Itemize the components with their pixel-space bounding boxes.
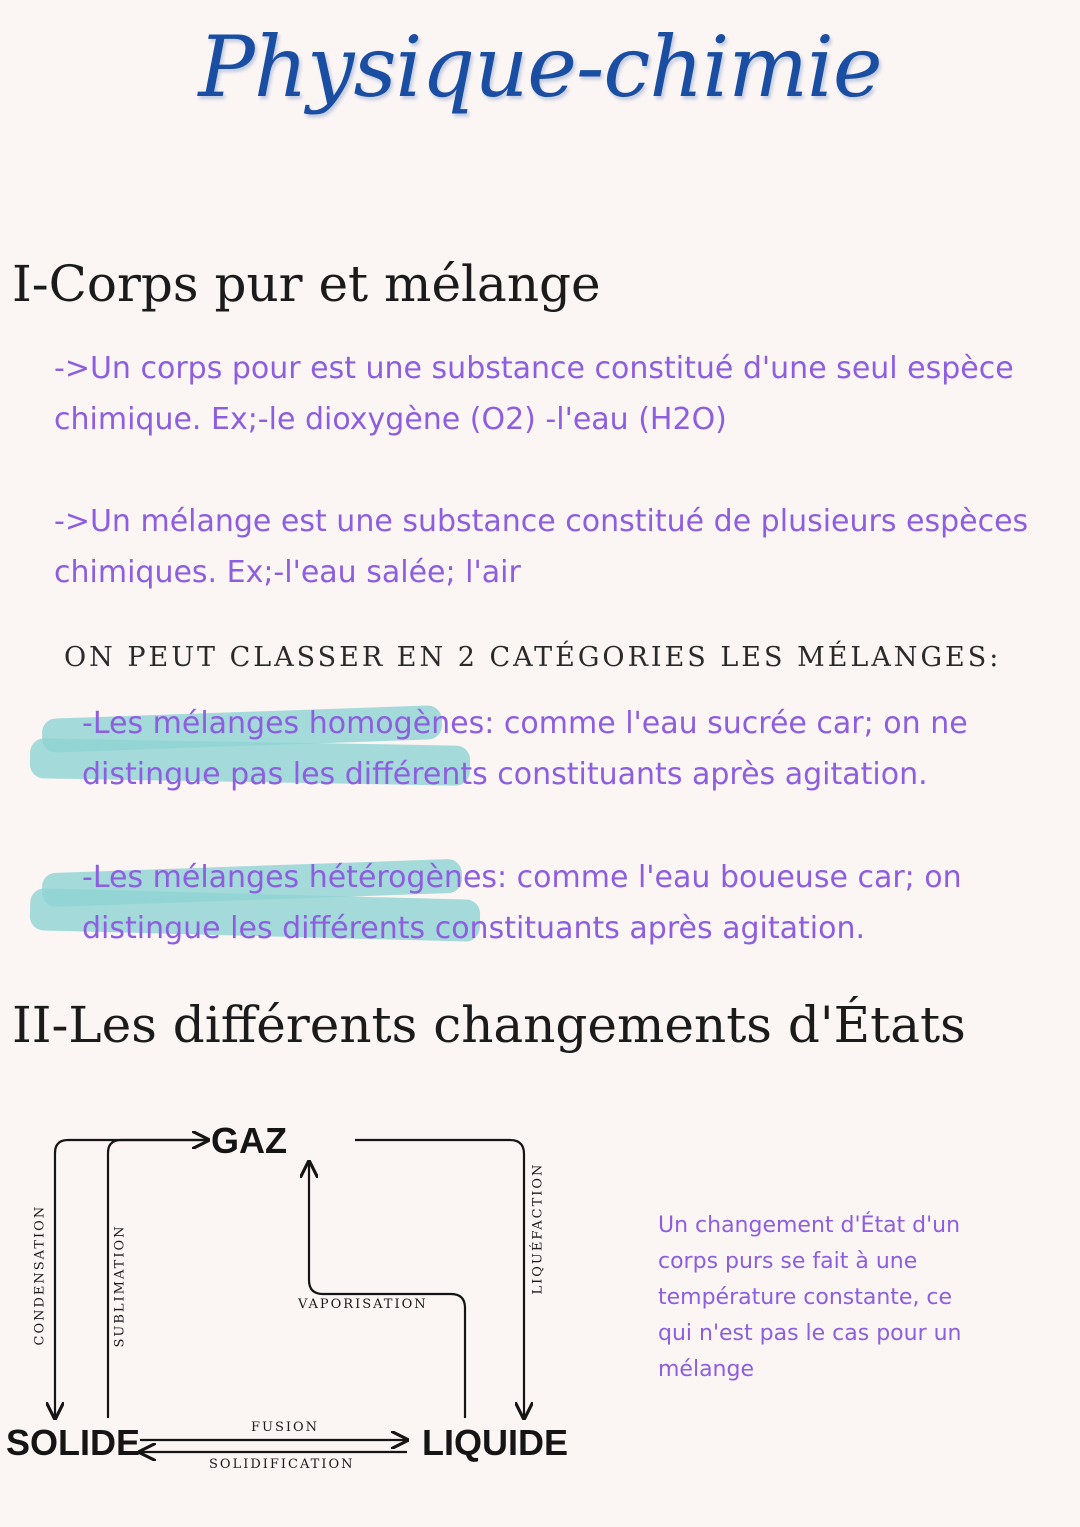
homogeneous-mixtures: -Les mélanges homogènes: comme l'eau sucrée car; on ne distingue pas les différents constituants après agitation. — [82, 706, 968, 792]
state-change-note: Un changement d'État d'un corps purs se fait à une température constante, ce qui n'est pas le cas pour un mélange — [658, 1213, 962, 1382]
sublimation-label: SUBLIMATION — [112, 1224, 128, 1348]
solidification-label: SOLIDIFICATION — [209, 1457, 355, 1472]
gas-state: GAZ — [211, 1120, 287, 1161]
categories-heading: ON PEUT CLASSER EN 2 CATÉGORIES LES MÉLANGES: — [64, 642, 1002, 673]
pure-substance-definition: ->Un corps pour est une substance constitué d'une seul espèce chimique. Ex;-le dioxygène (O2) -l'eau (H2O) — [54, 351, 1014, 437]
section-2-heading: II-Les différents changements d'États — [12, 996, 966, 1054]
page-title: Physique-chimie — [198, 18, 882, 116]
vaporisation-label: VAPORISATION — [298, 1297, 428, 1312]
solid-state: SOLIDE — [6, 1422, 141, 1463]
heterogeneous-mixtures: -Les mélanges hétérogènes: comme l'eau boueuse car; on distingue les différents constituants après agitation. — [82, 860, 962, 946]
condensation-arrow — [55, 1140, 208, 1418]
vaporisation-arrow — [309, 1162, 465, 1418]
fusion-label: FUSION — [251, 1420, 320, 1435]
mixture-definition: ->Un mélange est une substance constitué de plusieurs espèces chimiques. Ex;-l'eau salée; l'air — [54, 504, 1029, 590]
liquid-state: LIQUIDE — [422, 1422, 569, 1463]
condensation-label: CONDENSATION — [32, 1204, 48, 1346]
liquefaction-arrow — [355, 1140, 524, 1418]
section-1-heading: I-Corps pur et mélange — [12, 255, 601, 313]
liquefaction-label: LIQUÉFACTION — [530, 1162, 546, 1295]
